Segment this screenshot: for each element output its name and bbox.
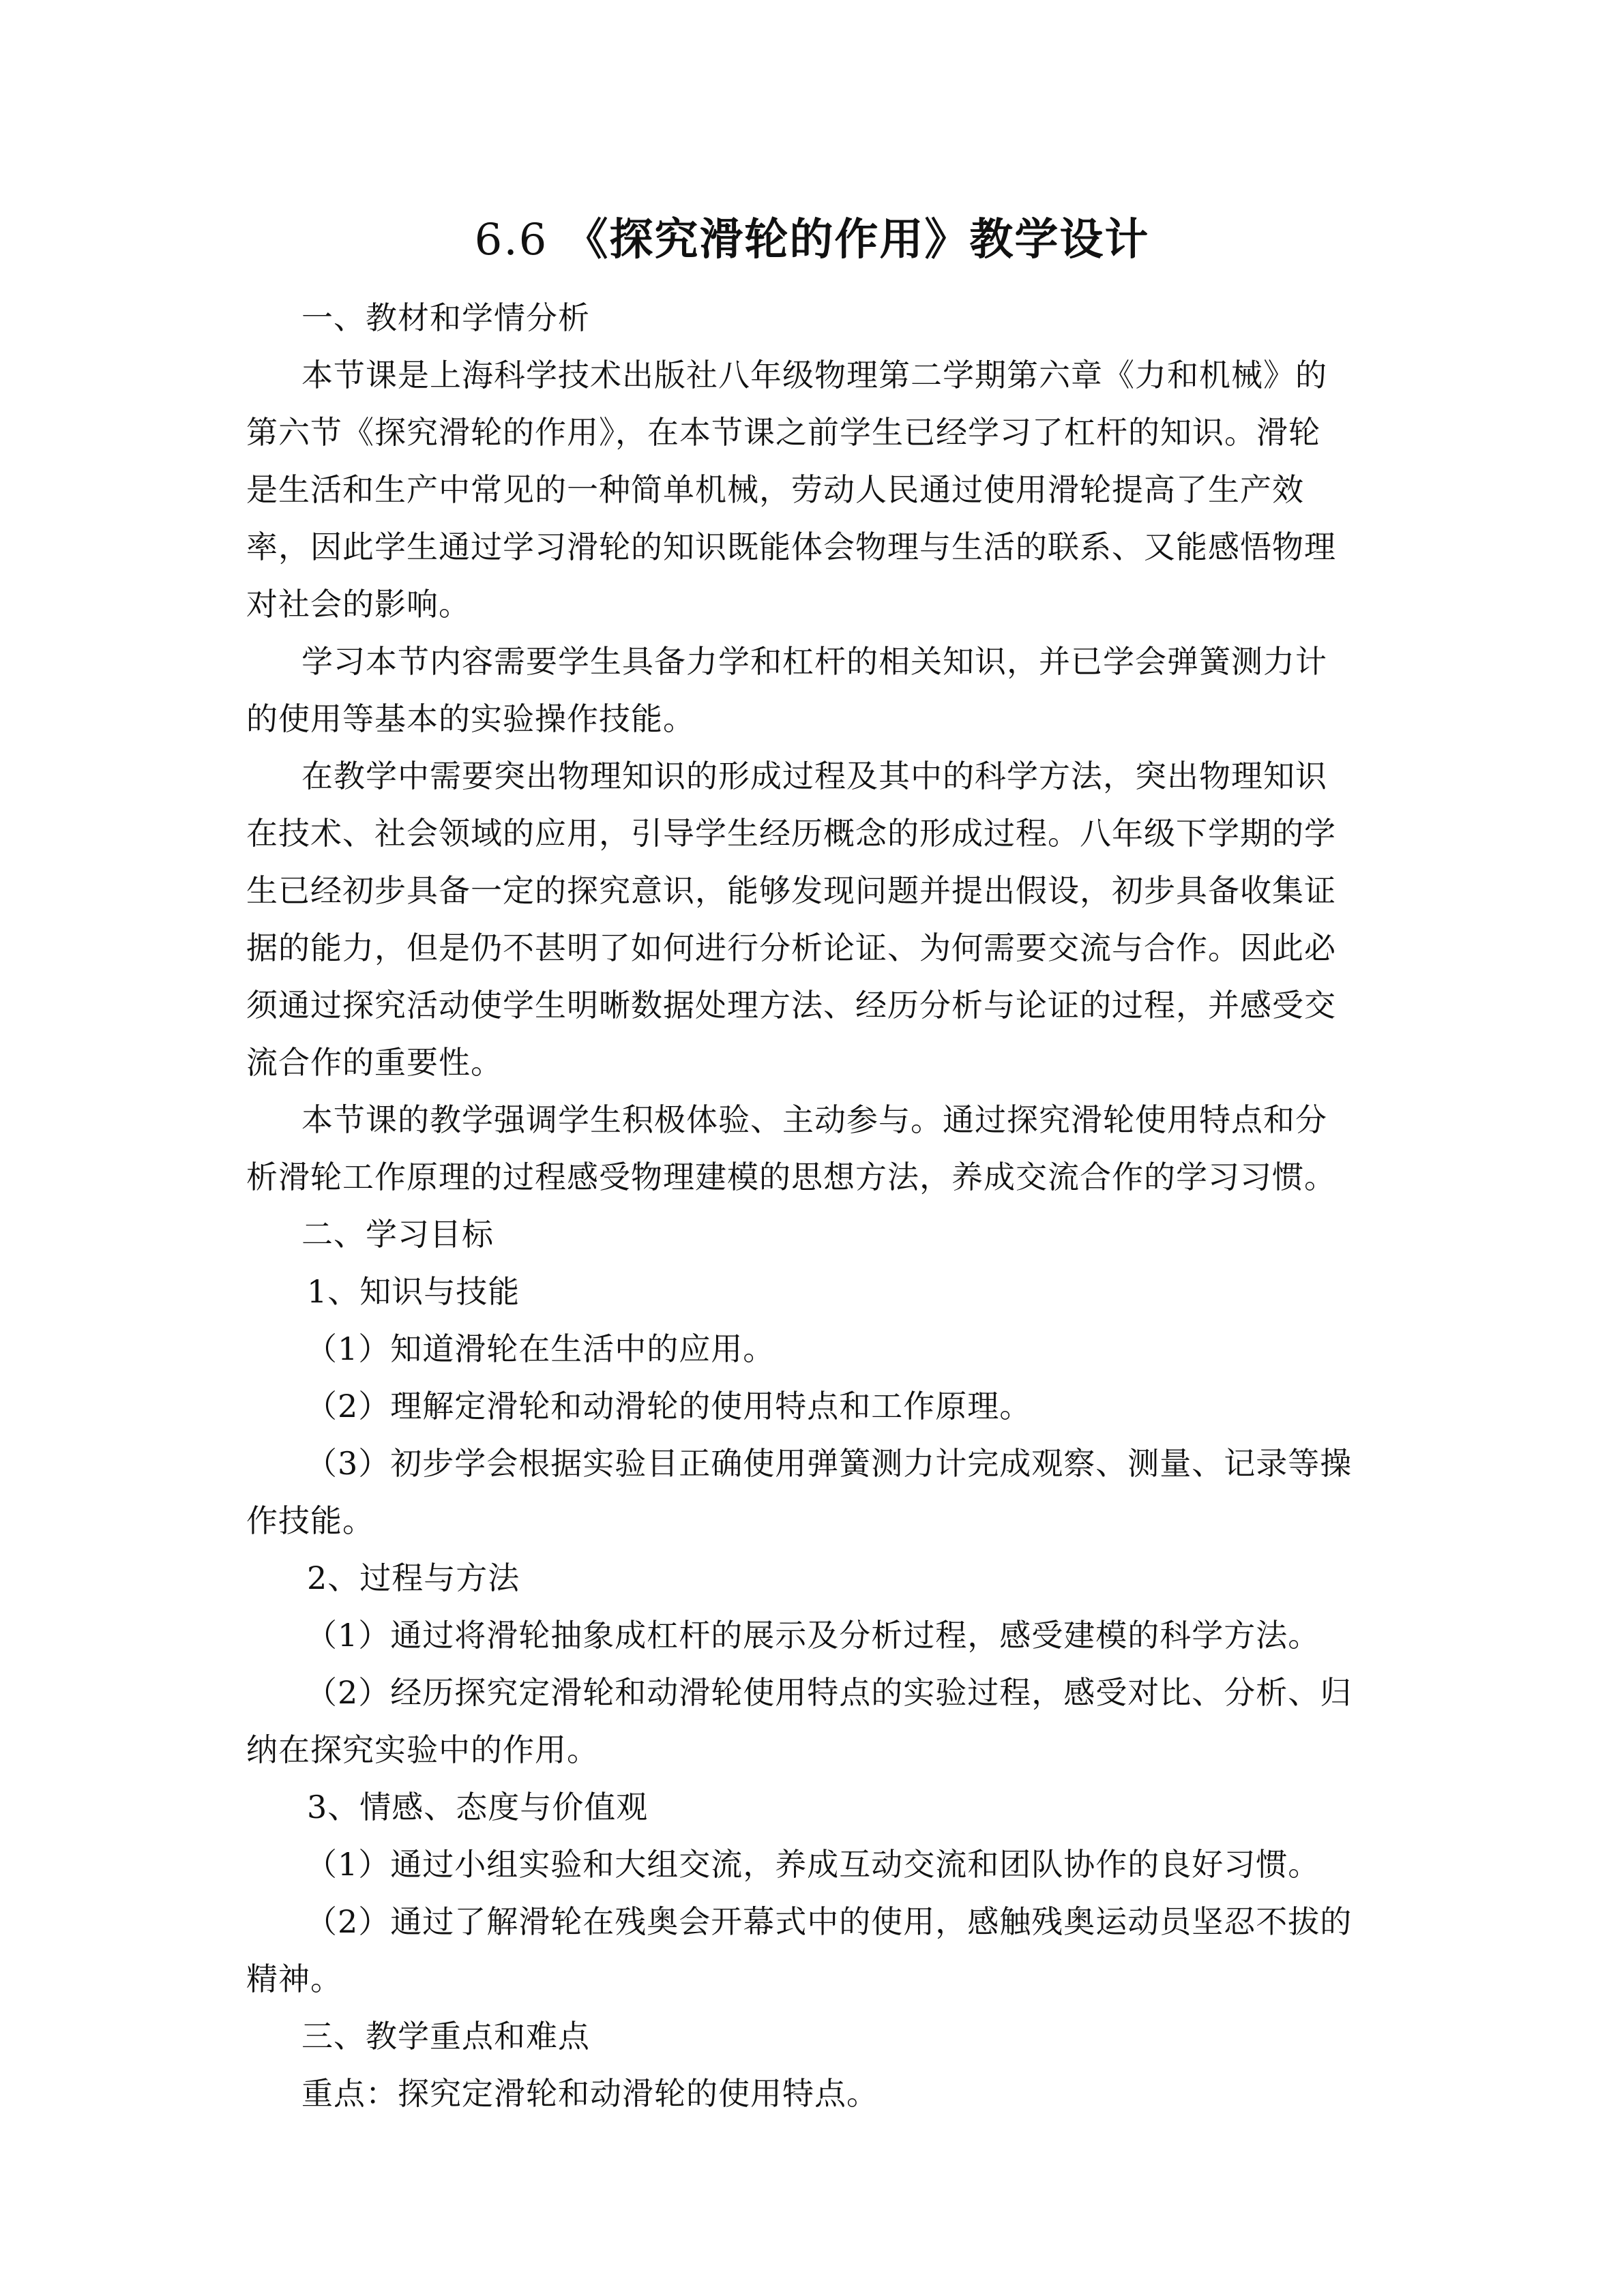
paragraph-line: 生已经初步具备一定的探究意识，能够发现问题并提出假设，初步具备收集证 [246, 872, 1336, 909]
paragraph-line: 是生活和生产中常见的一种简单机械，劳动人民通过使用滑轮提高了生产效 [246, 471, 1304, 508]
section-heading: 一、教材和学情分析 [301, 299, 590, 336]
subsection-heading: 3、情感、态度与价值观 [307, 1789, 649, 1825]
paragraph-line: 在技术、社会领域的应用，引导学生经历概念的形成过程。八年级下学期的学 [246, 815, 1336, 852]
paragraph-line: 率，因此学生通过学习滑轮的知识既能体会物理与生活的联系、又能感悟物理 [246, 528, 1336, 565]
list-item: （2）经历探究定滑轮和动滑轮使用特点的实验过程，感受对比、分析、归 [306, 1674, 1353, 1711]
list-item: （1）通过将滑轮抽象成杠杆的展示及分析过程，感受建模的科学方法。 [306, 1617, 1320, 1654]
paragraph-line: 本节课是上海科学技术出版社八年级物理第二学期第六章《力和机械》的 [301, 357, 1327, 393]
paragraph-line: 析滑轮工作原理的过程感受物理建模的思想方法，养成交流合作的学习习惯。 [246, 1159, 1336, 1195]
paragraph-line: 流合作的重要性。 [246, 1044, 503, 1081]
title-number: 6.6 [474, 215, 548, 265]
title-text: 《探究滑轮的作用》教学设计 [564, 214, 1150, 265]
paragraph-line: 本节课的教学强调学生积极体验、主动参与。通过探究滑轮使用特点和分 [301, 1101, 1327, 1138]
paragraph-line: 须通过探究活动使学生明晰数据处理方法、经历分析与论证的过程，并感受交 [246, 987, 1336, 1024]
list-item: （1）通过小组实验和大组交流，养成互动交流和团队协作的良好习惯。 [306, 1846, 1320, 1883]
paragraph-line: 据的能力，但是仍不甚明了如何进行分析论证、为何需要交流与合作。因此必 [246, 929, 1336, 966]
paragraph-line: 的使用等基本的实验操作技能。 [246, 700, 695, 737]
subsection-heading: 2、过程与方法 [307, 1560, 520, 1596]
list-item: （2）理解定滑轮和动滑轮的使用特点和工作原理。 [306, 1388, 1032, 1425]
section-heading: 三、教学重点和难点 [301, 2018, 590, 2055]
document-title [0, 205, 1624, 267]
list-item: （3）初步学会根据实验目正确使用弹簧测力计完成观察、测量、记录等操 [306, 1445, 1353, 1482]
paragraph-line: 重点：探究定滑轮和动滑轮的使用特点。 [301, 2075, 879, 2112]
list-item: （1）知道滑轮在生活中的应用。 [306, 1330, 776, 1367]
paragraph-line: 在教学中需要突出物理知识的形成过程及其中的科学方法，突出物理知识 [301, 758, 1327, 794]
list-item: （2）通过了解滑轮在残奥会开幕式中的使用，感触残奥运动员坚忍不拔的 [306, 1903, 1353, 1940]
section-heading: 二、学习目标 [301, 1216, 494, 1253]
list-item-continuation: 精神。 [246, 1960, 342, 1997]
list-item-continuation: 纳在探究实验中的作用。 [246, 1731, 599, 1768]
paragraph-line: 学习本节内容需要学生具备力学和杠杆的相关知识，并已学会弹簧测力计 [301, 643, 1327, 680]
list-item-continuation: 作技能。 [246, 1502, 374, 1539]
subsection-heading: 1、知识与技能 [307, 1273, 520, 1310]
paragraph-line: 第六节《探究滑轮的作用》，在本节课之前学生已经学习了杠杆的知识。滑轮 [246, 414, 1320, 451]
paragraph-line: 对社会的影响。 [246, 586, 471, 623]
